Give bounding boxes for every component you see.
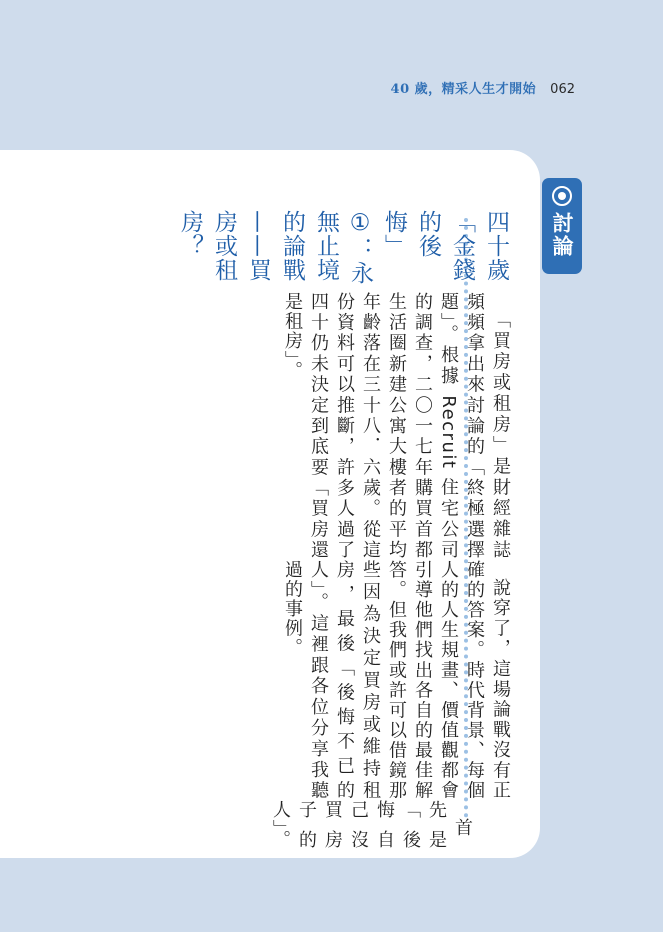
vertical-text-body [93, 210, 513, 850]
book-title: 40 歲，精采人生才開始 [390, 82, 537, 97]
running-header [391, 78, 575, 97]
section-badge [542, 178, 582, 274]
paragraph-3: 首先是「後悔自己沒買房子的人」。 [270, 800, 473, 850]
paragraph-2: 說穿了，這場論戰沒有正確的答案。時代背景、每個人的人生規畫、價值觀都會引導他們找出各自的最佳解答。但我們或許可以借鏡那些因為決定買房或維持租房，最後「後悔不已的人」。這裡跟各位分享我聽過的事例。 [282, 560, 511, 801]
page-number: 062 [550, 82, 575, 97]
section-badge-label: 討論 [550, 212, 574, 258]
target-circle-icon [552, 186, 572, 206]
paragraph-1: 「買房或租房」是財經雜誌頻頻拿出來討論的「終極選擇題」。根據 Recruit 住宅公司的調查，二〇一七年購買首都生活圈新建公寓大樓者的平均年齡落在三十八．六歲。從這份資料可以推斷，許多人過了四十仍未決定到底要「買房還是租房」。 [282, 292, 511, 561]
section-heading: 四十歲「金錢的後悔」①：永無止境的論戰——買房或租房？ [177, 210, 509, 285]
